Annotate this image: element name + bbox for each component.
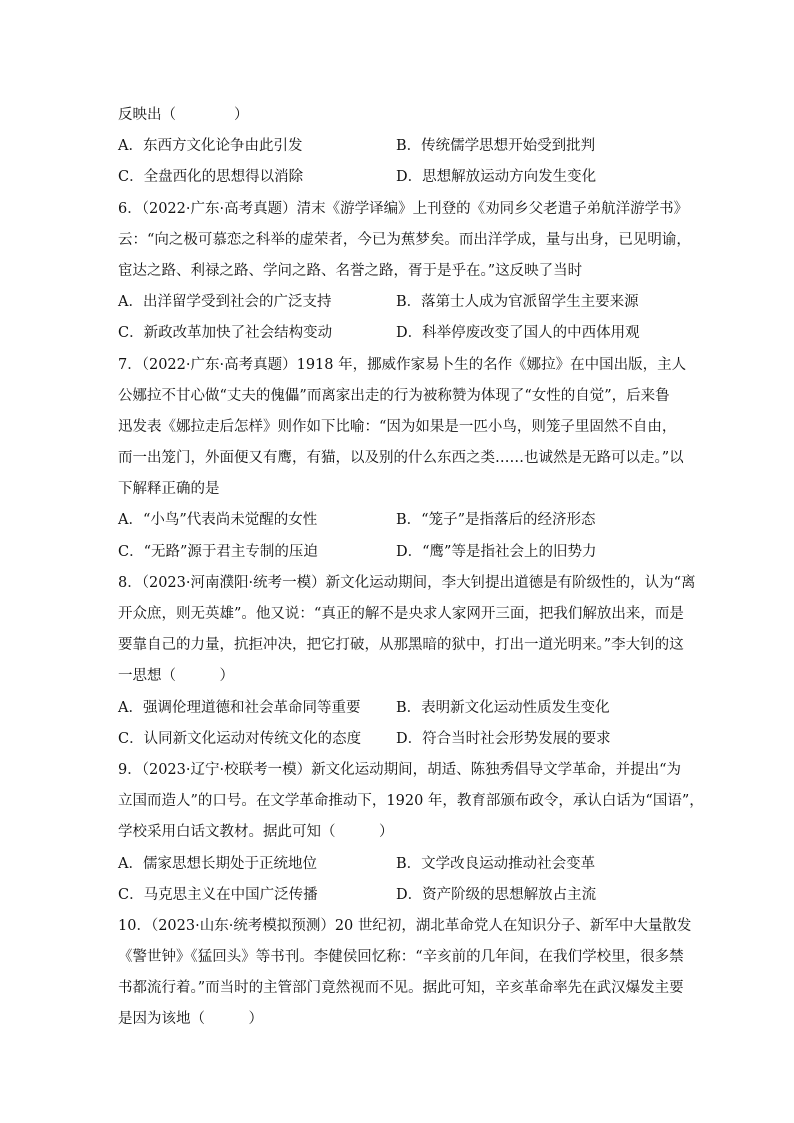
answer-option: C．全盘西化的思想得以消除 — [118, 169, 304, 186]
question-text-line: 6．（2022·广东·高考真题）清末《游学译编》上刊登的《劝同乡父老遣子弟航洋游学书》 — [118, 200, 689, 217]
question-text-line: 是因为该地（ ） — [118, 1011, 263, 1028]
answer-option: B．落第士人成为官派留学生主要来源 — [396, 294, 639, 311]
question-text-line: 云：“向之极可慕恋之科举的虚荣者，今已为蕉梦矣。而出洋学成，量与出身，已见明谕， — [118, 231, 691, 248]
options-row — [118, 287, 678, 318]
question-text-line: 7．（2022·广东·高考真题）1918 年，挪威作家易卜生的名作《娜拉》在中国出版，主人 — [118, 356, 687, 373]
answer-option: B．表明新文化运动性质发生变化 — [396, 699, 610, 716]
question-text-line: 而一出笼门，外面便又有鹰，有猫，以及别的什么东西之类……也诚然是无路可以走。”以 — [118, 450, 684, 467]
question-text-line: 反映出（ ） — [118, 107, 249, 123]
answer-option: C．马克思主义在中国广泛传播 — [118, 886, 318, 903]
question-text-line: 学校采用白话文教材。据此可知（ ） — [118, 824, 394, 841]
question-text-line: 一思想（ ） — [118, 668, 234, 685]
answer-option: D．科举停废改变了国人的中西体用观 — [396, 325, 640, 342]
answer-option: C．新政改革加快了社会结构变动 — [118, 325, 333, 342]
options-row — [118, 693, 678, 724]
answer-option: A．强调伦理道德和社会革命同等重要 — [118, 699, 361, 716]
answer-option: D．符合当时社会形势发展的要求 — [396, 730, 611, 747]
answer-option: A．“小鸟”代表尚未觉醒的女性 — [118, 512, 318, 529]
answer-option: D．思想解放运动方向发生变化 — [396, 169, 597, 186]
answer-option: B．传统儒学思想开始受到批判 — [396, 138, 596, 155]
options-row — [118, 505, 678, 536]
options-row — [118, 537, 678, 568]
answer-option: B．“笼子”是指落后的经济形态 — [396, 512, 596, 529]
question-text-line: 书都流行着。”而当时的主管部门竟然视而不见。据此可知，辛亥革命率先在武汉爆发主要 — [118, 980, 684, 997]
question-text-line: 8．（2023·河南濮阳·统考一模）新文化运动期间，李大钊提出道德是有阶级性的，认为“离 — [118, 574, 696, 591]
answer-option: C．“无路”源于君主专制的压迫 — [118, 543, 318, 560]
question-text-line: 10．（2023·山东·统考模拟预测）20 世纪初，湖北革命党人在知识分子、新军中大量散发 — [118, 917, 692, 934]
question-content — [118, 100, 704, 1036]
question-text-line: 公娜拉不甘心做“丈夫的傀儡”而离家出走的行为被称赞为体现了“女性的自觉”，后来鲁 — [118, 387, 670, 404]
question-text-line: 下解释正确的是 — [118, 481, 220, 498]
question-text-line: 立国而造人”的口号。在文学革命推动下，1920 年，教育部颁布政令，承认白话为“国语”， — [118, 793, 704, 810]
options-row — [118, 131, 678, 162]
answer-option: A．东西方文化论争由此引发 — [118, 138, 303, 155]
answer-option: D．“鹰”等是指社会上的旧势力 — [396, 543, 597, 560]
options-row — [118, 849, 678, 880]
question-text-line: 宦达之路、利禄之路、学问之路、名誉之路，胥于是乎在。”这反映了当时 — [118, 262, 583, 279]
answer-option: B．文学改良运动推动社会变革 — [396, 855, 596, 872]
answer-option: A．出洋留学受到社会的广泛支持 — [118, 294, 332, 311]
question-text-line: 《警世钟》《猛回头》等书刊。李健侯回忆称：“辛亥前的几年间，在我们学校里，很多禁 — [118, 949, 684, 966]
options-row — [118, 318, 678, 349]
options-row — [118, 724, 678, 755]
options-row — [118, 162, 678, 193]
answer-option: A．儒家思想长期处于正统地位 — [118, 855, 317, 872]
options-row — [118, 880, 678, 911]
question-text-line: 要靠自己的力量，抗拒冲决，把它打破，从那黑暗的狱中，打出一道光明来。”李大钊的这 — [118, 637, 684, 654]
answer-option: D．资产阶级的思想解放占主流 — [396, 886, 597, 903]
question-text-line: 9．（2023·辽宁·校联考一模）新文化运动期间，胡适、陈独秀倡导文学革命，并提出“为 — [118, 761, 682, 778]
answer-option: C．认同新文化运动对传统文化的态度 — [118, 730, 362, 747]
question-text-line: 开众庶，则无英雄”。他又说：“真正的解不是央求人家网开三面，把我们解放出来，而是 — [118, 606, 684, 622]
question-text-line: 迅发表《娜拉走后怎样》则作如下比喻：“因为如果是一匹小鸟，则笼子里固然不自由， — [118, 418, 677, 435]
